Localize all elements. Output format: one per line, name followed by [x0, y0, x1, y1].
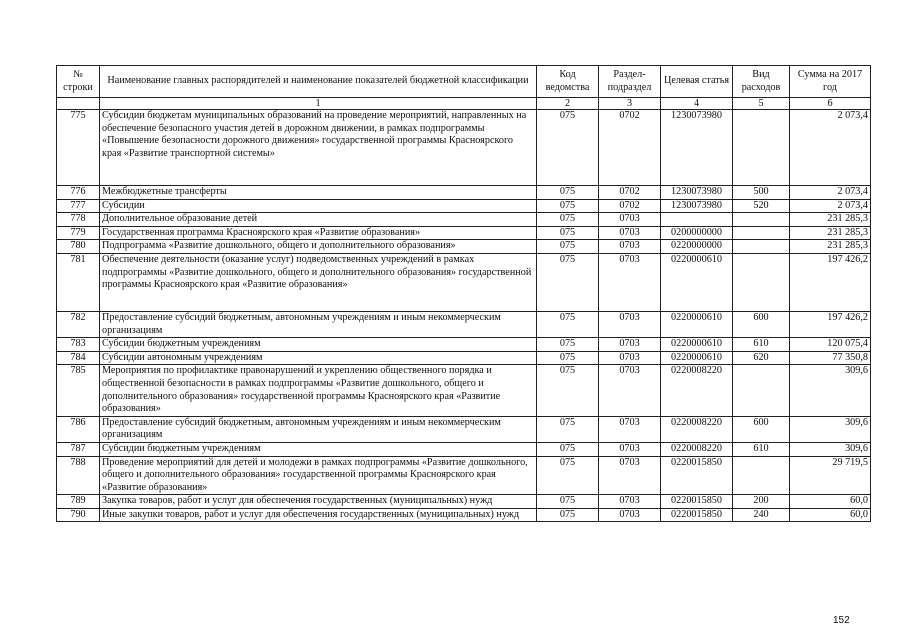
row-target	[661, 213, 733, 227]
row-section: 0703	[599, 338, 661, 352]
row-sum: 231 285,3	[790, 240, 871, 254]
row-section: 0703	[599, 311, 661, 337]
row-code: 075	[537, 240, 599, 254]
row-code: 075	[537, 416, 599, 442]
row-kind	[733, 240, 790, 254]
table-row	[57, 199, 871, 213]
row-target: 0220015850	[661, 495, 733, 509]
row-sum: 60,0	[790, 508, 871, 522]
row-sum: 60,0	[790, 495, 871, 509]
row-num: 788	[57, 456, 100, 495]
row-code: 075	[537, 186, 599, 200]
table-row	[57, 338, 871, 352]
header-num: № строки	[57, 66, 100, 98]
budget-table	[56, 65, 871, 522]
row-code: 075	[537, 311, 599, 337]
row-section: 0703	[599, 365, 661, 416]
row-name: Субсидии бюджетным учреждениям	[100, 442, 537, 456]
row-code: 075	[537, 226, 599, 240]
row-kind: 620	[733, 351, 790, 365]
row-kind: 200	[733, 495, 790, 509]
row-target: 1230073980	[661, 199, 733, 213]
row-num: 777	[57, 199, 100, 213]
table-row	[57, 240, 871, 254]
row-num: 775	[57, 110, 100, 186]
row-target: 0220000610	[661, 311, 733, 337]
row-target: 0220000610	[661, 351, 733, 365]
row-section: 0703	[599, 213, 661, 227]
row-sum: 231 285,3	[790, 213, 871, 227]
row-target: 1230073980	[661, 110, 733, 186]
row-kind: 610	[733, 338, 790, 352]
page-number: 152	[833, 615, 850, 626]
table-row	[57, 416, 871, 442]
row-section: 0703	[599, 416, 661, 442]
row-num: 784	[57, 351, 100, 365]
row-target: 0220008220	[661, 365, 733, 416]
table-row	[57, 365, 871, 416]
row-num: 785	[57, 365, 100, 416]
row-name: Предоставление субсидий бюджетным, автономным учреждениям и иным некоммерческим организациям	[100, 416, 537, 442]
row-code: 075	[537, 110, 599, 186]
row-target: 1230073980	[661, 186, 733, 200]
row-kind: 600	[733, 311, 790, 337]
row-num: 786	[57, 416, 100, 442]
row-name: Государственная программа Красноярского края «Развитие образования»	[100, 226, 537, 240]
row-code: 075	[537, 253, 599, 311]
row-num: 790	[57, 508, 100, 522]
header-kind: Вид расходов	[733, 66, 790, 98]
row-sum: 2 073,4	[790, 110, 871, 186]
header-row	[57, 66, 871, 98]
table-row	[57, 226, 871, 240]
header-target: Целевая статья	[661, 66, 733, 98]
row-section: 0703	[599, 495, 661, 509]
column-number: 5	[733, 98, 790, 110]
header-name: Наименование главных распорядителей и наименование показателей бюджетной классификации	[100, 66, 537, 98]
table-row	[57, 508, 871, 522]
header-code: Код ведомства	[537, 66, 599, 98]
row-name: Субсидии бюджетам муниципальных образований на проведение мероприятий, направленных на обеспечение безопасного участия детей в дорожном движении, в рамках подпрограммы «Повышение безопасности дорожного движения» государственной программы Красноярского края «Развитие транспортной системы»	[100, 110, 537, 186]
table-row	[57, 186, 871, 200]
table-row	[57, 253, 871, 311]
row-sum: 2 073,4	[790, 186, 871, 200]
row-section: 0703	[599, 508, 661, 522]
row-name: Межбюджетные трансферты	[100, 186, 537, 200]
row-code: 075	[537, 365, 599, 416]
row-kind	[733, 213, 790, 227]
table-row	[57, 456, 871, 495]
header-section: Раздел-подраздел	[599, 66, 661, 98]
row-target: 0220015850	[661, 456, 733, 495]
row-name: Предоставление субсидий бюджетным, автономным учреждениям и иным некоммерческим организациям	[100, 311, 537, 337]
row-section: 0703	[599, 351, 661, 365]
row-kind: 500	[733, 186, 790, 200]
row-kind: 600	[733, 416, 790, 442]
row-name: Иные закупки товаров, работ и услуг для обеспечения государственных (муниципальных) нужд	[100, 508, 537, 522]
row-sum: 77 350,8	[790, 351, 871, 365]
row-section: 0702	[599, 199, 661, 213]
column-number: 6	[790, 98, 871, 110]
table-row	[57, 213, 871, 227]
row-section: 0702	[599, 110, 661, 186]
table-row	[57, 110, 871, 186]
row-code: 075	[537, 442, 599, 456]
row-kind	[733, 226, 790, 240]
row-name: Мероприятия по профилактике правонарушений и укреплению общественного порядка и общественной безопасности в рамках подпрограммы «Развитие дошкольного, общего и дополнительного образования» государственной программы Красноярского края «Развитие образования»	[100, 365, 537, 416]
column-number: 2	[537, 98, 599, 110]
row-target: 0220000610	[661, 253, 733, 311]
row-num: 779	[57, 226, 100, 240]
row-name: Подпрограмма «Развитие дошкольного, общего и дополнительного образования»	[100, 240, 537, 254]
row-target: 0220008220	[661, 442, 733, 456]
row-section: 0703	[599, 240, 661, 254]
row-sum: 309,6	[790, 442, 871, 456]
row-num: 783	[57, 338, 100, 352]
row-sum: 197 426,2	[790, 311, 871, 337]
row-num: 789	[57, 495, 100, 509]
column-number: 3	[599, 98, 661, 110]
row-kind: 240	[733, 508, 790, 522]
row-num: 778	[57, 213, 100, 227]
row-name: Субсидии	[100, 199, 537, 213]
row-sum: 2 073,4	[790, 199, 871, 213]
row-code: 075	[537, 213, 599, 227]
row-kind: 520	[733, 199, 790, 213]
row-kind	[733, 253, 790, 311]
row-num: 780	[57, 240, 100, 254]
row-section: 0703	[599, 226, 661, 240]
row-section: 0702	[599, 186, 661, 200]
row-name: Обеспечение деятельности (оказание услуг) подведомственных учреждений в рамках подпрограммы «Развитие дошкольного, общего и дополнительного образования» государственной программы Красноярского края «Развитие образования»	[100, 253, 537, 311]
column-number: 1	[100, 98, 537, 110]
table-row	[57, 495, 871, 509]
table-row	[57, 311, 871, 337]
row-target: 0200000000	[661, 226, 733, 240]
row-target: 0220008220	[661, 416, 733, 442]
row-kind	[733, 365, 790, 416]
row-name: Субсидии бюджетным учреждениям	[100, 338, 537, 352]
row-sum: 120 075,4	[790, 338, 871, 352]
row-kind: 610	[733, 442, 790, 456]
row-sum: 309,6	[790, 365, 871, 416]
row-section: 0703	[599, 253, 661, 311]
row-num: 776	[57, 186, 100, 200]
table-row	[57, 442, 871, 456]
row-target: 0220015850	[661, 508, 733, 522]
row-sum: 309,6	[790, 416, 871, 442]
row-num: 787	[57, 442, 100, 456]
row-name: Закупка товаров, работ и услуг для обеспечения государственных (муниципальных) нужд	[100, 495, 537, 509]
row-name: Дополнительное образование детей	[100, 213, 537, 227]
row-name: Субсидии автономным учреждениям	[100, 351, 537, 365]
row-kind	[733, 110, 790, 186]
table-row	[57, 351, 871, 365]
row-target: 0220000000	[661, 240, 733, 254]
row-code: 075	[537, 351, 599, 365]
row-code: 075	[537, 199, 599, 213]
row-code: 075	[537, 338, 599, 352]
column-number-row	[57, 98, 871, 110]
row-target: 0220000610	[661, 338, 733, 352]
row-num: 781	[57, 253, 100, 311]
column-number: 4	[661, 98, 733, 110]
row-section: 0703	[599, 456, 661, 495]
row-code: 075	[537, 508, 599, 522]
row-code: 075	[537, 495, 599, 509]
row-code: 075	[537, 456, 599, 495]
header-sum: Сумма на 2017 год	[790, 66, 871, 98]
row-sum: 29 719,5	[790, 456, 871, 495]
row-num: 782	[57, 311, 100, 337]
row-sum: 231 285,3	[790, 226, 871, 240]
column-number-blank	[57, 98, 100, 110]
row-kind	[733, 456, 790, 495]
row-section: 0703	[599, 442, 661, 456]
row-name: Проведение мероприятий для детей и молодежи в рамках подпрограммы «Развитие дошкольного, общего и дополнительного образования» государственной программы Красноярского края «Развитие образования»	[100, 456, 537, 495]
row-sum: 197 426,2	[790, 253, 871, 311]
